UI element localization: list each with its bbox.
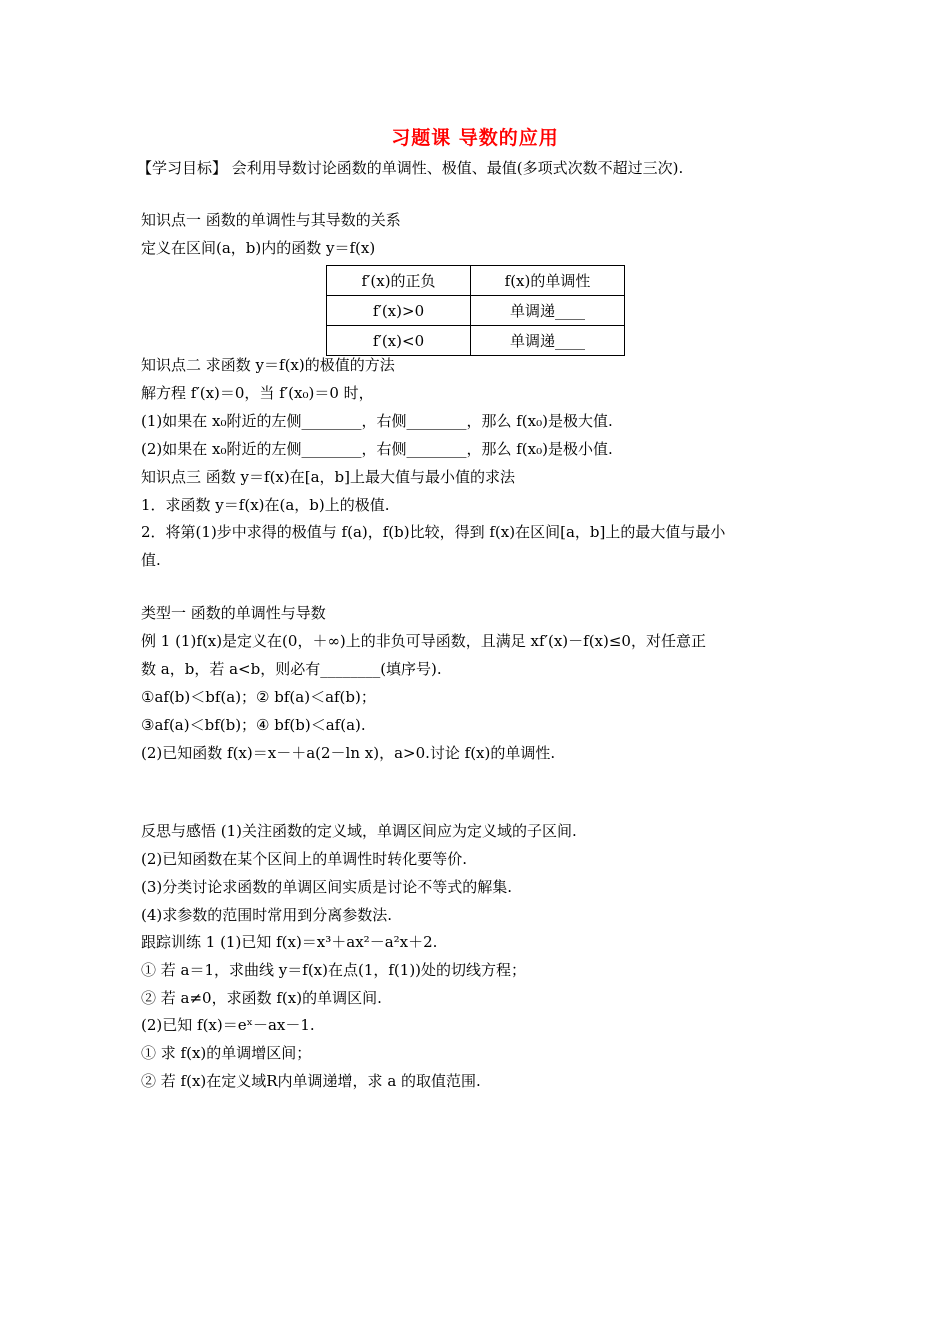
kp2-line: 解方程 f′(x)＝0，当 f′(x₀)＝0 时，: [141, 384, 374, 402]
kp3-line: 1．求函数 y＝f(x)在(a，b)上的极值.: [141, 496, 390, 514]
example-line: 数 a，b，若 a<b，则必有________(填序号).: [141, 660, 442, 678]
reflection-line: (2)已知函数在某个区间上的单调性时转化要等价.: [141, 850, 468, 868]
practice-line: (2)已知 f(x)＝eˣ－ax－1.: [141, 1016, 315, 1034]
table-cell: f′(x)<0: [327, 326, 471, 356]
reflection-line: (4)求参数的范围时常用到分离参数法.: [141, 906, 393, 924]
table-header-cell: f′(x)的正负: [327, 266, 471, 296]
table-row: [327, 296, 625, 326]
practice-line: ① 求 f(x)的单调增区间；: [141, 1044, 312, 1062]
kp1-intro: 定义在区间(a，b)内的函数 y＝f(x): [141, 239, 376, 257]
type1-heading: 类型一 函数的单调性与导数: [141, 604, 326, 622]
reflection-line: (3)分类讨论求函数的单调区间实质是讨论不等式的解集.: [141, 878, 513, 896]
practice-line: ② 若 f(x)在定义域R内单调递增，求 a 的取值范围.: [141, 1072, 481, 1090]
page-title: 习题课 导数的应用: [391, 127, 559, 149]
example-line: (2)已知函数 f(x)＝x－＋a(2－ln x)，a>0.讨论 f(x)的单调性.: [141, 744, 556, 762]
practice-line: ② 若 a≠0，求函数 f(x)的单调区间.: [141, 989, 382, 1007]
example-line: 例 1 (1)f(x)是定义在(0，＋∞)上的非负可导函数，且满足 xf′(x)－f(x)≤0，对任意正: [141, 632, 706, 650]
table-row: [327, 326, 625, 356]
kp3-heading: 知识点三 函数 y＝f(x)在[a，b]上最大值与最小值的求法: [141, 468, 515, 486]
kp2-line: (1)如果在 x₀附近的左侧________，右侧________，那么 f(x₀)是极大值.: [141, 412, 613, 430]
practice-line: ① 若 a＝1，求曲线 y＝f(x)在点(1，f(1))处的切线方程；: [141, 961, 527, 979]
table-cell: 单调递____: [471, 326, 625, 356]
table-header-cell: f(x)的单调性: [471, 266, 625, 296]
table-header-row: [327, 266, 625, 296]
kp3-line: 值.: [141, 551, 161, 569]
kp3-line: 2．将第(1)步中求得的极值与 f(a)，f(b)比较，得到 f(x)在区间[a，b]上的最大值与最小: [141, 523, 726, 541]
table-cell: f′(x)>0: [327, 296, 471, 326]
derivative-sign-table: [326, 265, 625, 356]
kp2-line: (2)如果在 x₀附近的左侧________，右侧________，那么 f(x₀)是极小值.: [141, 440, 613, 458]
kp1-heading: 知识点一 函数的单调性与其导数的关系: [141, 211, 401, 229]
example-line: ③af(a)＜bf(b)；④ bf(b)＜af(a).: [141, 716, 366, 734]
example-line: ①af(b)＜bf(a)；② bf(a)＜af(b)；: [141, 688, 376, 706]
learning-objective: 【学习目标】 会利用导数讨论函数的单调性、极值、最值(多项式次数不超过三次).: [137, 159, 684, 177]
kp2-heading: 知识点二 求函数 y＝f(x)的极值的方法: [141, 356, 395, 374]
table-cell: 单调递____: [471, 296, 625, 326]
practice-line: 跟踪训练 1 (1)已知 f(x)＝x³＋ax²－a²x＋2.: [141, 933, 438, 951]
reflection-line: 反思与感悟 (1)关注函数的定义域，单调区间应为定义域的子区间.: [141, 822, 577, 840]
